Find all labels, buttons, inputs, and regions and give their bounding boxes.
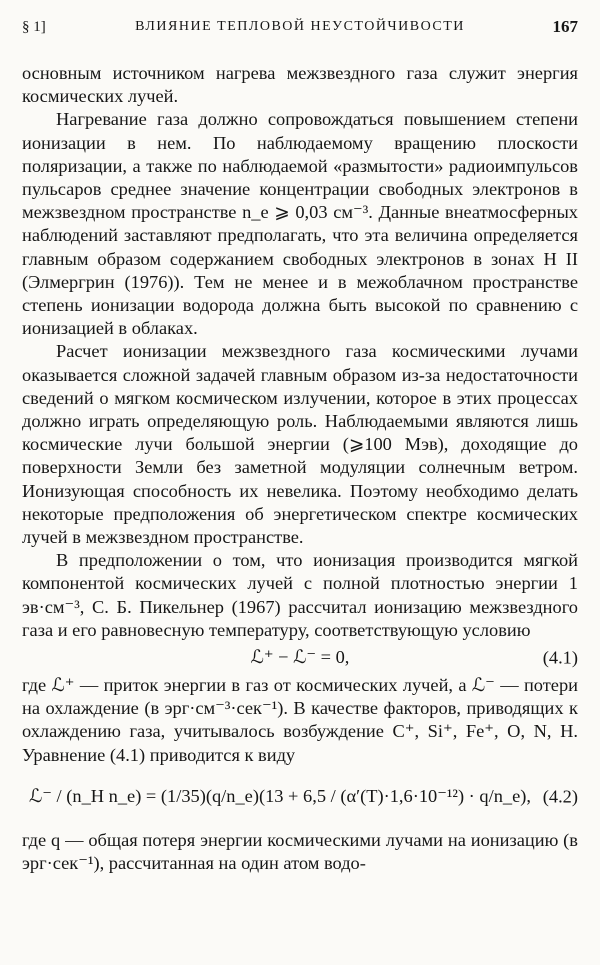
equation-4-2-expression: ℒ⁻ / (n_H n_e) = (1/35)(q/n_e)(13 + 6,5 / (α′(T)·1,6·10⁻¹²) · q/n_e), — [29, 786, 531, 807]
paragraph-6: где q — общая потеря энергии космическими лучами на ионизацию (в эрг·сек⁻¹), рассчитанная на один атом водо- — [22, 829, 578, 874]
equation-4-1-expression: ℒ⁺ − ℒ⁻ = 0, — [250, 647, 350, 668]
running-title: ВЛИЯНИЕ ТЕПЛОВОЙ НЕУСТОЙЧИВОСТИ — [135, 19, 465, 34]
page-body — [22, 62, 578, 875]
equation-4-2 — [22, 769, 578, 825]
paragraph-3: Расчет ионизации межзвездного газа космическими лучами оказывается сложной задачей главным образом из-за недостаточности сведений о мягком космическом излучении, которое в этих процессах должно играть определяющую роль. Наблюдаемыми являются лишь космические лучи большой энергии (⩾100 Мэв), доходящие до поверхности Земли без заметной модуляции солнечным ветром. Ионизующая способность их невелика. Поэтому необходимо делать некоторые предположения об энергетическом спектре космических лучей в межзвездном пространстве. — [22, 341, 578, 548]
running-header — [22, 14, 578, 40]
equation-4-2-number: (4.2) — [542, 786, 578, 807]
paragraph-5: где ℒ⁺ — приток энергии в газ от космических лучей, а ℒ⁻ — потери на охлаждение (в эрг·см⁻³·сек⁻¹). В качестве факторов, приводящих к охлаждению газа, учитывалось возбуждение C⁺, Si⁺, Fe⁺, O, N, H. Уравнение (4.1) приводится к виду — [22, 675, 578, 765]
paragraph-4: В предположении о том, что ионизация производится мягкой компонентой космических лучей с полной плотностью энергии 1 эв·см⁻³, С. Б. Пикельнер (1967) рассчитал ионизацию межзвездного газа и его равновесную температуру, соответствующую условию — [22, 550, 578, 640]
page-number: 167 — [552, 17, 578, 36]
section-marker: § 1] — [22, 19, 46, 35]
paragraph-2: Нагревание газа должно сопровождаться повышением степени ионизации в нем. По наблюдаемому вращению плоскости поляризации, а также по наблюдаемой «размытости» радиоимпульсов пульсаров среднее значение концентрации свободных электронов в межзвездном пространстве n_e ⩾ 0,03 см⁻³. Данные внеатмосферных наблюдений заставляют предполагать, что эта величина определяется главным образом содержанием свободных электронов в зонах H II (Элмергрин (1976)). Тем не менее и в межоблачном пространстве степень ионизации водорода должна быть высокой по сравнению с ионизацией в облаках. — [22, 109, 578, 339]
equation-4-1 — [22, 643, 578, 673]
equation-4-1-number: (4.1) — [542, 647, 578, 668]
paragraph-1: основным источником нагрева межзвездного газа служит энергия космических лучей. — [22, 63, 578, 107]
